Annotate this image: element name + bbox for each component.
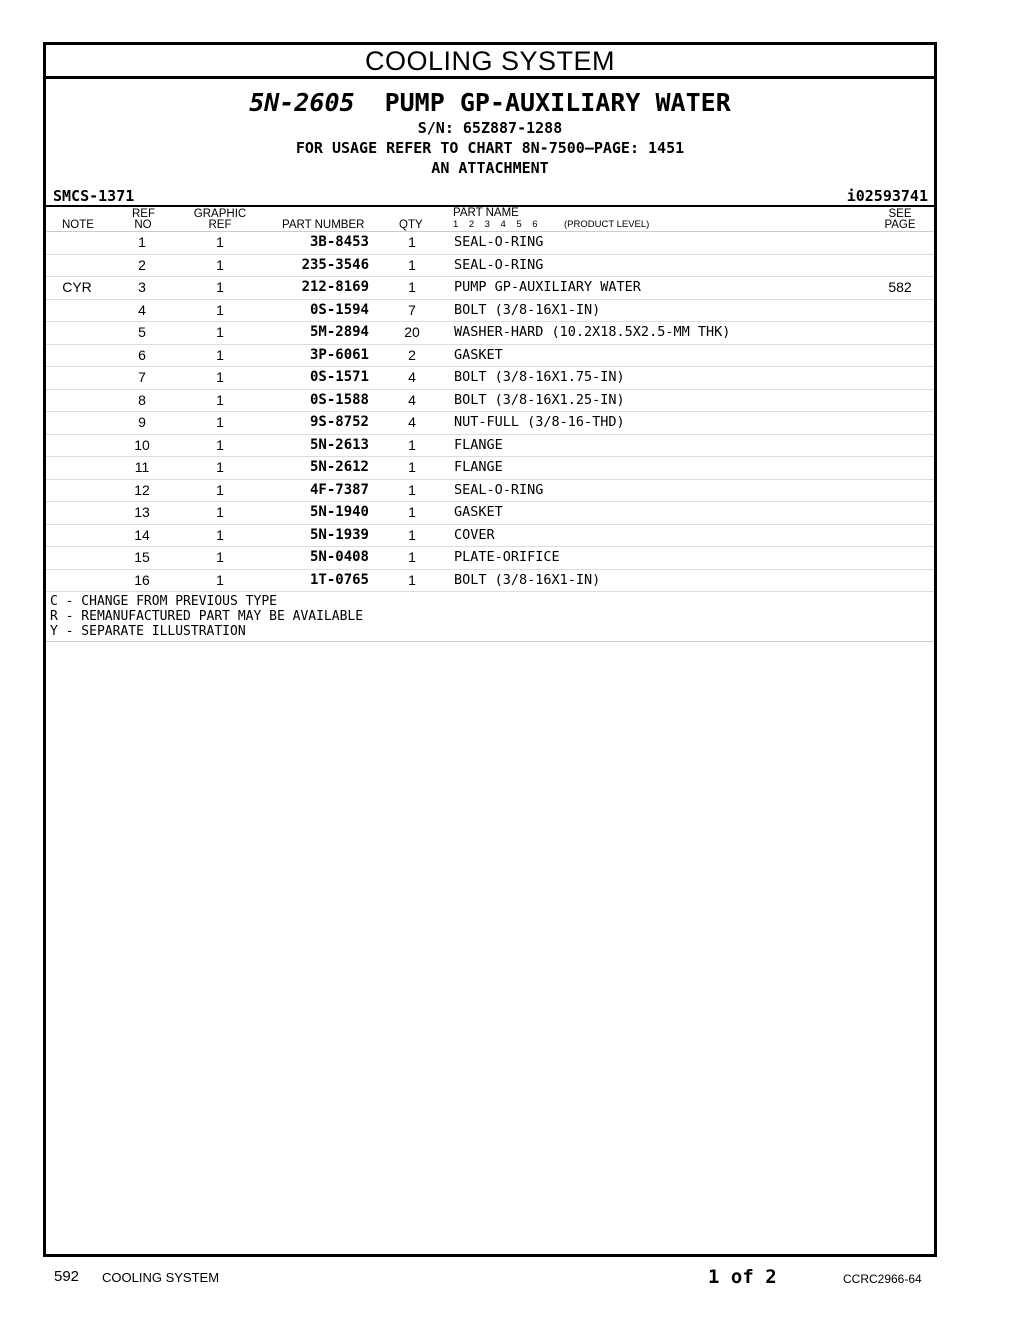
- row-part-number: 5N-2612: [309, 459, 369, 475]
- col-qty: QTY: [399, 219, 423, 231]
- row-qty: 1: [408, 436, 416, 453]
- row-qty: 1: [408, 481, 416, 498]
- row-ref: 12: [134, 481, 150, 498]
- legend-item: R - REMANUFACTURED PART MAY BE AVAILABLE: [50, 609, 364, 624]
- legend-item: Y - SEPARATE ILLUSTRATION: [50, 624, 246, 639]
- row-part-number: 235-3546: [301, 256, 369, 273]
- row-part-number: 0S-1594: [309, 301, 369, 318]
- col-graphic-bottom: REF: [208, 219, 232, 231]
- footer-doc-code: CCRC2966-64: [843, 1272, 922, 1286]
- row-graphic: 1: [216, 369, 224, 385]
- row-part-name: PUMP GP-AUXILIARY WATER: [454, 279, 641, 295]
- table-row: [46, 322, 934, 345]
- col-ref-bottom: NO: [134, 219, 152, 231]
- row-part-name: SEAL-O-RING: [454, 481, 544, 498]
- row-part-number: 9S-8752: [309, 414, 369, 430]
- table-row: [46, 547, 934, 570]
- row-part-name: BOLT (3/8-16X1-IN): [454, 571, 601, 588]
- table-row: [46, 300, 934, 323]
- row-qty: 1: [408, 234, 416, 250]
- row-part-name: SEAL-O-RING: [454, 256, 544, 273]
- row-graphic: 1: [216, 346, 224, 363]
- row-qty: 1: [408, 504, 416, 520]
- row-ref: 4: [138, 301, 146, 318]
- row-part-name: SEAL-O-RING: [454, 234, 544, 250]
- row-part-number: 5N-1940: [309, 504, 369, 520]
- row-part-name: FLANGE: [454, 436, 503, 453]
- row-ref: 7: [138, 369, 146, 385]
- row-note: CYR: [62, 279, 92, 295]
- row-graphic: 1: [216, 571, 224, 588]
- row-part-number: 0S-1588: [309, 391, 369, 408]
- col-note: NOTE: [62, 219, 94, 231]
- table-row: [46, 232, 934, 255]
- row-ref: 6: [138, 346, 146, 363]
- footer-page-of: 1 of 2: [708, 1266, 777, 1288]
- group-header: [46, 88, 934, 178]
- footer-page-number: 592: [54, 1268, 80, 1285]
- row-part-number: 5N-1939: [309, 526, 369, 543]
- legend-item: C - CHANGE FROM PREVIOUS TYPE: [50, 594, 277, 609]
- col-product-level: (PRODUCT LEVEL): [564, 219, 650, 230]
- row-part-name: PLATE-ORIFICE: [454, 549, 560, 565]
- row-qty: 1: [408, 526, 416, 543]
- column-header: [46, 207, 934, 232]
- notes-legend: [46, 592, 934, 642]
- row-qty: 1: [408, 256, 416, 273]
- row-graphic: 1: [216, 526, 224, 543]
- row-ref: 2: [138, 256, 146, 273]
- row-qty: 4: [408, 391, 416, 408]
- attachment-label: AN ATTACHMENT: [431, 159, 549, 177]
- row-part-number: 5M-2894: [309, 324, 369, 340]
- col-see-top: SEE: [888, 208, 912, 220]
- usage-reference: FOR USAGE REFER TO CHART 8N-7500—PAGE: 1451: [295, 139, 685, 157]
- row-see-page[interactable]: 582: [888, 279, 912, 295]
- parts-list: [46, 232, 934, 592]
- row-part-name: COVER: [454, 526, 495, 543]
- row-ref: 15: [134, 549, 150, 565]
- row-ref: 10: [134, 436, 150, 453]
- table-row: [46, 412, 934, 435]
- row-part-number: 4F-7387: [309, 481, 369, 498]
- row-ref: 1: [138, 234, 146, 250]
- row-qty: 7: [408, 301, 416, 318]
- row-part-name: BOLT (3/8-16X1.25-IN): [454, 391, 625, 408]
- col-ref-top: REF: [132, 208, 155, 220]
- row-part-name: WASHER-HARD (10.2X18.5X2.5-MM THK): [454, 324, 731, 340]
- table-row: [46, 277, 934, 300]
- group-name: PUMP GP-AUXILIARY WATER: [384, 88, 731, 117]
- footer-section: COOLING SYSTEM: [102, 1270, 220, 1285]
- col-part-name: PART NAME: [453, 207, 519, 219]
- group-title: [46, 88, 934, 118]
- row-graphic: 1: [216, 414, 224, 430]
- row-part-name: BOLT (3/8-16X1.75-IN): [454, 369, 625, 385]
- row-qty: 1: [408, 571, 416, 588]
- smcs-code: SMCS-1371: [53, 187, 135, 205]
- table-row: [46, 570, 934, 593]
- row-ref: 11: [134, 459, 150, 475]
- smcs-row: [46, 187, 934, 207]
- row-qty: 1: [408, 279, 416, 295]
- row-part-number: 1T-0765: [309, 571, 369, 588]
- row-qty: 1: [408, 459, 416, 475]
- row-part-name: FLANGE: [454, 459, 503, 475]
- table-row: [46, 255, 934, 278]
- illustration-id: i02593741: [846, 187, 928, 205]
- row-graphic: 1: [216, 234, 224, 250]
- table-row: [46, 502, 934, 525]
- row-graphic: 1: [216, 279, 224, 295]
- col-graphic-top: GRAPHIC: [193, 208, 247, 220]
- row-ref: 14: [134, 526, 150, 543]
- row-qty: 2: [408, 346, 416, 363]
- row-part-name: GASKET: [454, 504, 503, 520]
- row-graphic: 1: [216, 436, 224, 453]
- row-qty: 20: [404, 324, 420, 340]
- row-part-number: 3B-8453: [309, 234, 369, 250]
- table-row: [46, 435, 934, 458]
- row-graphic: 1: [216, 549, 224, 565]
- row-ref: 3: [138, 279, 146, 295]
- section-title: COOLING SYSTEM: [46, 45, 934, 79]
- row-graphic: 1: [216, 301, 224, 318]
- row-part-number: 5N-2613: [309, 436, 369, 453]
- col-see-bottom: PAGE: [884, 219, 916, 231]
- table-row: [46, 525, 934, 548]
- row-qty: 4: [408, 414, 416, 430]
- row-ref: 9: [138, 414, 146, 430]
- col-part-number: PART NUMBER: [282, 219, 365, 231]
- parts-page-frame: [43, 42, 937, 1257]
- col-levels: 1 2 3 4 5 6: [453, 219, 538, 230]
- page-footer: [0, 1264, 1020, 1294]
- table-row: [46, 345, 934, 368]
- row-graphic: 1: [216, 504, 224, 520]
- row-graphic: 1: [216, 481, 224, 498]
- row-graphic: 1: [216, 256, 224, 273]
- row-part-number: 212-8169: [301, 279, 369, 295]
- table-row: [46, 367, 934, 390]
- row-part-number: 3P-6061: [309, 346, 369, 363]
- row-part-number: 0S-1571: [309, 369, 369, 385]
- row-part-name: BOLT (3/8-16X1-IN): [454, 301, 601, 318]
- row-ref: 13: [134, 504, 150, 520]
- row-part-name: NUT-FULL (3/8-16-THD): [454, 414, 625, 430]
- row-part-name: GASKET: [454, 346, 503, 363]
- row-ref: 8: [138, 391, 146, 408]
- table-row: [46, 457, 934, 480]
- row-part-number: 5N-0408: [309, 549, 369, 565]
- table-row: [46, 390, 934, 413]
- row-qty: 1: [408, 549, 416, 565]
- group-number: 5N-2605: [249, 88, 355, 117]
- row-graphic: 1: [216, 324, 224, 340]
- serial-number: S/N: 65Z887-1288: [417, 119, 563, 137]
- row-ref: 16: [134, 571, 150, 588]
- row-graphic: 1: [216, 459, 224, 475]
- row-graphic: 1: [216, 391, 224, 408]
- row-qty: 4: [408, 369, 416, 385]
- table-row: [46, 480, 934, 503]
- row-ref: 5: [138, 324, 146, 340]
